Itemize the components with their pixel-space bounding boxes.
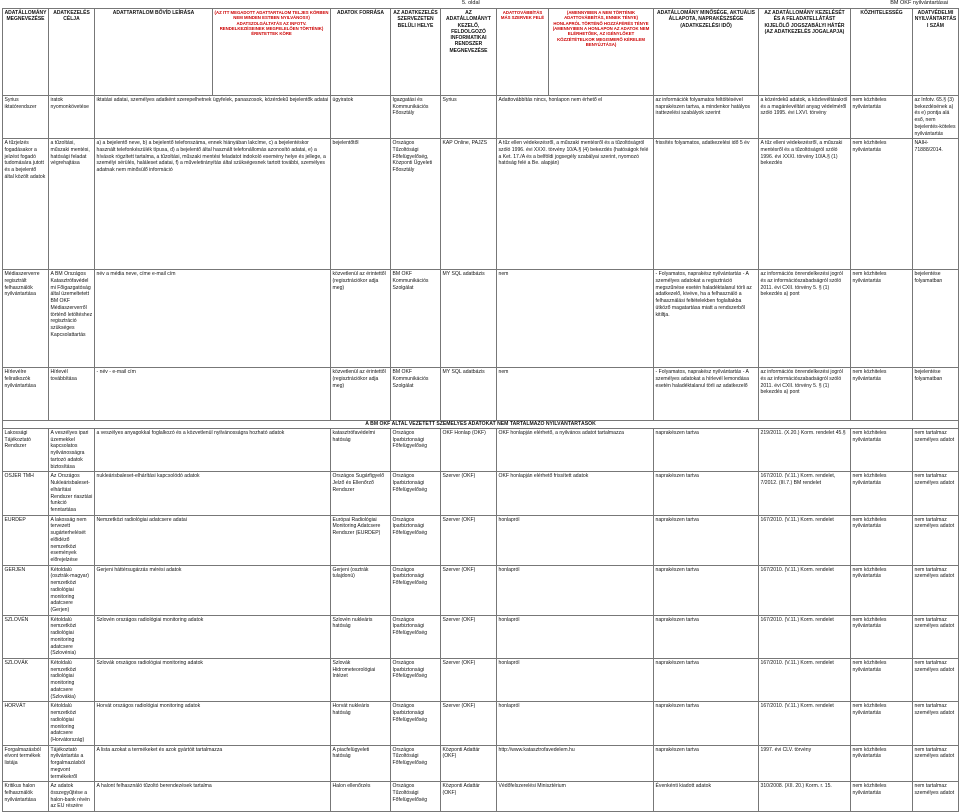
cell-transfer: nem — [497, 368, 654, 421]
cell-system: OKF Honlap (OKF) — [441, 429, 497, 472]
cell-authenticity: nem közhiteles nyilvántartás — [851, 472, 913, 515]
cell-purpose: Kétoldalú nemzetközi radiológiai monitoring adatcsere (Szlovákia) — [49, 659, 95, 702]
cell-purpose: Kétoldalú nemzetközi radiológiai monitoring adatcsere (Horvátország) — [49, 702, 95, 745]
cell-quality: - Folyamatos, naprakész nyilvántartás - A személyes adatokat a hírlevél lemondása esetén haladéktalanul törli az adatkezelő — [654, 368, 759, 421]
cell-quality: az információk folyamatos feltöltésével naprakészen tartva, a mindenkor hatályos irattezelési szabályok szerint — [654, 96, 759, 139]
cell-dataset-name: Syrius iktatórendszer — [3, 96, 49, 139]
table-row — [3, 270, 959, 368]
cell-dataset-name: SZLOVÁK — [3, 659, 49, 702]
col-legal-basis: AZ ADATÁLLOMÁNY KEZELÉSÉT ÉS A FELADATELLÁTÁST KIJELÖLŐ JOGSZABÁLYI HÁTÉR (AZ ADATKEZELÉS JOGALAPJA) — [759, 9, 851, 96]
cell-quality: naprakészen tartva — [654, 702, 759, 745]
table-row — [3, 429, 959, 472]
cell-system: Szerver (OKF) — [441, 472, 497, 515]
cell-transfer: honlapról — [497, 615, 654, 658]
cell-dataset-name: Hírlevélre feliratkozók nyilvántartása — [3, 368, 49, 421]
cell-system: MY SQL adatbázis — [441, 270, 497, 368]
cell-system: Központi Adattár (OKF) — [441, 782, 497, 812]
cell-authenticity: nem közhiteles nyilvántartás — [851, 702, 913, 745]
cell-source: Halon ellenőrzés — [331, 782, 391, 812]
col-unit: AZ ADATKEZELÉS SZERVEZETEN BELÜLI HELYE — [391, 9, 441, 96]
cell-authenticity: nem közhiteles nyilvántartás — [851, 270, 913, 368]
table-row — [3, 368, 959, 421]
cell-source: katasztrófavédelmi hatóság — [331, 429, 391, 472]
cell-registration-no: nem tartalmaz személyes adatot — [913, 615, 959, 658]
cell-purpose: Tájékoztató nyilvántartás a forgalmazásból megvont termékekről — [49, 745, 95, 782]
cell-legal-basis: 167/2010. (V.11.) Korm. rendelet — [759, 565, 851, 615]
cell-source: közvetlenül az érintettől (regisztrációkor adja meg) — [331, 270, 391, 368]
cell-system: Szerver (OKF) — [441, 615, 497, 658]
cell-transfer: honlapról — [497, 565, 654, 615]
cell-legal-basis: 167/2010. (V.11.) Korm. rendelet — [759, 659, 851, 702]
cell-registration-no: nem tartalmaz személyes adatot — [913, 429, 959, 472]
col-quality: ADATÁLLOMÁNY MINŐSÉGE, AKTUÁLIS ÁLLAPOTA, NAPRAKÉSZSÉGE (ADATKEZELÉSI IDŐ) — [654, 9, 759, 96]
cell-transfer: honlapról — [497, 515, 654, 565]
banner-section — [3, 421, 959, 429]
col-purpose: ADATKEZELÉS CÉLJA — [49, 9, 95, 96]
cell-legal-basis: 219/2011. (X.20.) Korm. rendelet 45.§ — [759, 429, 851, 472]
cell-registration-no: bejelentése folyamatban — [913, 368, 959, 421]
cell-source: bejelentőtől — [331, 139, 391, 270]
cell-transfer: Védőfelszerelési Minisztérium — [497, 782, 654, 812]
col-dataset-name: ADATÁLLOMÁNY MEGNEVEZÉSE — [3, 9, 49, 96]
cell-legal-basis: 167/2010. (V.11.) Korm. rendelet — [759, 615, 851, 658]
cell-purpose: iratok nyomonkövetése — [49, 96, 95, 139]
table-row — [3, 745, 959, 782]
col-content: ADATTARTALOM BŐVÍD LEÍRÁSA — [95, 9, 213, 96]
cell-unit: Országos Tűzoltósági Főfelügyelőség — [391, 745, 441, 782]
cell-legal-basis: 167/2010. (V.11.) Korm. rendelet — [759, 515, 851, 565]
page-header — [0, 0, 960, 8]
cell-content: nukleárisbaleset-elhárítási kapcsolódó adatok — [95, 472, 331, 515]
cell-system: Szerver (OKF) — [441, 659, 497, 702]
cell-quality: naprakészen tartva — [654, 659, 759, 702]
non-personal-data-rows — [3, 429, 959, 812]
cell-quality: naprakészen tartva — [654, 565, 759, 615]
cell-content: Horvát országos radiológiai monitoring adatok — [95, 702, 331, 745]
cell-dataset-name: Médiaszerverre regisztrált felhasználók nyilvántartása — [3, 270, 49, 368]
cell-unit: Országos Iparbiztonsági Főfelügyelőség — [391, 515, 441, 565]
cell-registration-no: nem tartalmaz személyes adatot — [913, 659, 959, 702]
cell-authenticity: nem közhiteles nyilvántartás — [851, 96, 913, 139]
cell-source: Gerjeni (osztrák tulajdonú) — [331, 565, 391, 615]
cell-authenticity: nem közhiteles nyilvántartás — [851, 515, 913, 565]
cell-content: Nemzetközi radiológiai adatcsere adatai — [95, 515, 331, 565]
cell-quality: naprakészen tartva — [654, 745, 759, 782]
cell-dataset-name: GERJEN — [3, 565, 49, 615]
cell-source: Szlovén nukleáris hatóság — [331, 615, 391, 658]
cell-transfer: A tűz ellen védekezésről, a műszaki mentésről és a tűzoltóságról szóló 1996. évi XXXI. törvény 10/A.§ (4) bekezdés (hatóságok felé a Ket. 17./A és a belföldi jogsegély szabályai szerint, nyomozó hatóság felé a Be. alapján) — [497, 139, 654, 270]
cell-authenticity: nem közhiteles nyilvántartás — [851, 659, 913, 702]
cell-source: A piacfelügyeleti hatóság — [331, 745, 391, 782]
cell-authenticity: nem közhiteles nyilvántartás — [851, 429, 913, 472]
cell-registration-no: nem tartalmaz személyes adatot — [913, 782, 959, 812]
cell-purpose: Kétoldalú nemzetközi radiológiai monitoring adatcsere (Szlovénia) — [49, 615, 95, 658]
table-row — [3, 702, 959, 745]
cell-unit: BM OKF Kommunikációs Szolgálat — [391, 368, 441, 421]
cell-dataset-name: SZLOVÉN — [3, 615, 49, 658]
cell-content: név a média neve, címe e-mail cím — [95, 270, 331, 368]
table-row — [3, 139, 959, 270]
table-row — [3, 659, 959, 702]
table-row — [3, 782, 959, 812]
cell-registration-no: nem tartalmaz személyes adatot — [913, 565, 959, 615]
cell-registration-no: nem tartalmaz személyes adatot — [913, 745, 959, 782]
cell-system: Syrius — [441, 96, 497, 139]
cell-authenticity: nem közhiteles nyilvántartás — [851, 615, 913, 658]
cell-content: - név - e-mail cím — [95, 368, 331, 421]
cell-unit: Országos Iparbiztonsági Főfelügyelőség — [391, 615, 441, 658]
cell-dataset-name: A tűzjelzés fogadásakor a jelzést fogadó tudomására jutott és a bejelentő által közölt adatok — [3, 139, 49, 270]
cell-purpose: A lakosság nem tervezett sugárterhelését előidéző nemzetközi események előrejelzése — [49, 515, 95, 565]
cell-unit: Országos Iparbiztonsági Főfelügyelőség — [391, 429, 441, 472]
col-transfer-note: (AMENNYIBEN A NEM TÖRTÉNIK ADATTOVÁBBÍTÁS, ENNEK TÉNYE) HONLAPRÓL TÖRTÉNŐ HOZZÁFÉRÉS TÉNYE (AMENNYIBEN A HONLAPON AZ ADATOK NEM ELÉRHETŐEK, AZ IGÉNYLŐKET KÖZZÉTÉTELKOR MEGISMERŐ KÉRELEM BENYÚJTÁSA) — [549, 9, 654, 96]
cell-legal-basis: az információs önrendelkezési jogról és az információszabadságról szóló 2011. évi CXII. törvény 5. § (1) bekezdés a) pont — [759, 270, 851, 368]
section-banner: A BM OKF ÁLTAL VEZETETT SZEMÉLYES ADATOKAT NEM TARTALMAZÓ NYILVÁNTARTÁSOK — [3, 421, 959, 429]
cell-legal-basis: A tűz elleni védekezésről, a műszaki mentésről és a tűzoltóságról szóló 1996. évi XXXI. törvény 10/A.§ (1) bekezdés — [759, 139, 851, 270]
cell-quality: naprakészen tartva — [654, 515, 759, 565]
table-row — [3, 472, 959, 515]
cell-transfer: Adattovábbítás nincs, honlapon nem érhető el — [497, 96, 654, 139]
cell-source: ügyiratok — [331, 96, 391, 139]
cell-legal-basis: a közérdekű adatok, a közlevéltárakról és a magánlevéltári anyag védelméről szóló 1995. évi LXVI. törvény — [759, 96, 851, 139]
cell-quality: naprakészen tartva — [654, 615, 759, 658]
cell-unit: Országos Tűzoltósági Főfelügyelőség, Központi Ügyeleti Főosztály — [391, 139, 441, 270]
cell-purpose: A veszélyes ipari üzemekkel kapcsolatos nyilvánosságra tartozó adatok biztosítása — [49, 429, 95, 472]
cell-content: A lista azokat a termékeket és azok gyártóit tartalmazza — [95, 745, 331, 782]
cell-dataset-name: Lakossági Tájékoztató Rendszer — [3, 429, 49, 472]
cell-source: Szlovák Hidrometeorológiai Intézet — [331, 659, 391, 702]
cell-content: A halont felhasználó tűzoltó berendezések tartalma — [95, 782, 331, 812]
cell-unit: Országos Tűzoltósági Főfelügyelőség — [391, 782, 441, 812]
cell-transfer: nem — [497, 270, 654, 368]
cell-unit: Országos Iparbiztonsági Főfelügyelőség — [391, 565, 441, 615]
cell-source: Országos Sugárfigyelő Jelző és Ellenőrző Rendszer — [331, 472, 391, 515]
cell-purpose: A BM Országos Katasztrófavédelmi Főigazgatóság által üzemeltetett BM OKF Médiaszerverről történő letöltéshez regisztráció szükséges Kapcsolattartás — [49, 270, 95, 368]
col-system: AZ ADATÁLLOMÁNYT KEZELŐ, FELDOLGOZÓ INFORMATIKAI RENDSZER MEGNEVEZÉSE — [441, 9, 497, 96]
cell-purpose: Az Országos Nukleárisbaleset-elhárítási Rendszer riasztási funkció fenntartása — [49, 472, 95, 515]
cell-system: Szerver (OKF) — [441, 702, 497, 745]
cell-system: Szerver (OKF) — [441, 515, 497, 565]
document-owner: BM OKF nyilvántartásai — [890, 0, 948, 6]
cell-unit: Országos Iparbiztonsági Főfelügyelőség — [391, 472, 441, 515]
cell-content: a veszélyes anyagokkal foglalkozó és a közvetlenül nyilvánosságra hozható adatok — [95, 429, 331, 472]
cell-registration-no: az Infotv. 65.§ (3) bekezdésének a) és e) pontja alá eső, nem bejelentés-köteles nyilvántartás — [913, 96, 959, 139]
col-transfer: ADATTOVÁBBÍTÁS MÁS SZERVEK FELÉ — [497, 9, 549, 96]
cell-content: Szlovén országos radiológiai monitoring adatok — [95, 615, 331, 658]
cell-system: Központi Adattár (OKF) — [441, 745, 497, 782]
col-content-note: (AZ ITT MEGADOTT ADATTARTALOM TELJES KÖRBEN NEM MINDEN ESTBEN NYILVÁNOS!!) ADATSZOLGÁLTATÁS AZ INFOTV. RENDELKEZÉSEINEK MEGFELELŐEN TÖRTÉNIK) ÉRINTETTEK KÖRE — [213, 9, 331, 96]
cell-legal-basis: 1997. évi CLV. törvény — [759, 745, 851, 782]
cell-authenticity: nem közhiteles nyilvántartás — [851, 782, 913, 812]
cell-source: közvetlenül az érintettől (regisztrációkor adja meg) — [331, 368, 391, 421]
cell-transfer: OKF honlapján elérhető frissített adatok — [497, 472, 654, 515]
cell-registration-no: NAIH-71888/2014. — [913, 139, 959, 270]
cell-unit: BM OKF Kommunikációs Szolgálat — [391, 270, 441, 368]
cell-content: iktatási adatai, személyes adatként szerepelhetnek ügyfelek, panaszosok, közérdekű bejelentők adatai — [95, 96, 331, 139]
cell-transfer: http://www.katasztrofavedelem.hu — [497, 745, 654, 782]
cell-dataset-name: OSJER TMH — [3, 472, 49, 515]
cell-system: MY SQL adatbázis — [441, 368, 497, 421]
cell-dataset-name: Forgalmazásból elvont termékek listája — [3, 745, 49, 782]
col-registration-no: ADATVÉDELMI NYILVÁNTARTÁSI SZÁM — [913, 9, 959, 96]
cell-quality: Évenkénti kiadott adatok — [654, 782, 759, 812]
col-authenticity: KÖZHITELESSÉG — [851, 9, 913, 96]
cell-authenticity: nem közhiteles nyilvántartás — [851, 745, 913, 782]
table-row — [3, 96, 959, 139]
cell-legal-basis: az információs önrendelkezési jogról és az információszabadságról szóló 2011. évi CXII. törvény 5. § (1) bekezdés a) pont — [759, 368, 851, 421]
cell-purpose: Az adatok összegyűjtése a halon-bank révén az EU részére — [49, 782, 95, 812]
cell-purpose: Kétoldalú (osztrák-magyar) nemzetközi radiológiai monitoring adatcsere (Gerjen) — [49, 565, 95, 615]
cell-system: KAP Online, PAJZS — [441, 139, 497, 270]
cell-unit: Országos Iparbiztonsági Főfelügyelőség — [391, 659, 441, 702]
cell-content: a) a bejelentő neve, b) a bejelentő telefonszáma, ennek hiányában lakcíme, c) a bejelentéskor használt telefonkészülék típusa, d) a bejelentő által használt telefonállomás azonosító adatai, e) a hívások rögzített tartalma, a tűzoltási, műszaki mentési feladatot indokoló esemény helye és jellege, a személyi sérülés, haláleset adatai, f) a műveletirányítás által szükségesnek tartott további, személyes adatnak nem minősülő információ — [95, 139, 331, 270]
cell-registration-no: nem tartalmaz személyes adatot — [913, 472, 959, 515]
cell-authenticity: nem közhiteles nyilvántartás — [851, 565, 913, 615]
cell-source: Horvát nukleáris hatóság — [331, 702, 391, 745]
header-row — [3, 9, 959, 96]
cell-transfer: honlapról — [497, 702, 654, 745]
section-banner-row — [3, 421, 959, 429]
cell-registration-no: nem tartalmaz személyes adatot — [913, 702, 959, 745]
cell-quality: naprakészen tartva — [654, 429, 759, 472]
cell-purpose: a tűzoltási, műszaki mentési, hatósági feladat végrehajtása — [49, 139, 95, 270]
cell-quality: naprakészen tartva — [654, 472, 759, 515]
registry-table — [2, 8, 959, 812]
table-row — [3, 565, 959, 615]
cell-purpose: Hírlevél továbbítása — [49, 368, 95, 421]
table-row — [3, 615, 959, 658]
cell-quality: - Folyamatos, naprakész nyilvántartás - A személyes adatokat a regisztráció megszűnése esetén haladéktalanul törli az adatkezelő, kivéve, ha a felhasználó a felhasználási feltételekben foglaltakba ütköző magatartása miatt a rendszerből kitiltja. — [654, 270, 759, 368]
col-source: ADATOK FORRÁSA — [331, 9, 391, 96]
cell-transfer: OKF honlapján elérhető, a nyilvános adatot tartalmazza — [497, 429, 654, 472]
cell-content: Szlovák országos radiológiai monitoring adatok — [95, 659, 331, 702]
cell-unit: Igazgatási és Kommunikációs Főosztály — [391, 96, 441, 139]
cell-registration-no: nem tartalmaz személyes adatot — [913, 515, 959, 565]
table-row — [3, 515, 959, 565]
cell-transfer: honlapról — [497, 659, 654, 702]
cell-dataset-name: Kritikus halon felhasználók nyilvántartása — [3, 782, 49, 812]
cell-authenticity: nem közhiteles nyilvántartás — [851, 139, 913, 270]
cell-system: Szerver (OKF) — [441, 565, 497, 615]
cell-source: Európai Radiológiai Monitoring Adatcsere Rendszer (EURDEP) — [331, 515, 391, 565]
cell-content: Gerjeni háttérsugárzás mérési adatok — [95, 565, 331, 615]
cell-legal-basis: 167/2010. (V.11.) Korm. rendelet — [759, 702, 851, 745]
cell-registration-no: bejelentése folyamatban — [913, 270, 959, 368]
cell-dataset-name: HORVÁT — [3, 702, 49, 745]
personal-data-rows — [3, 96, 959, 421]
page-number: 5. oldal — [462, 0, 480, 6]
cell-authenticity: nem közhiteles nyilvántartás — [851, 368, 913, 421]
cell-dataset-name: EURDEP — [3, 515, 49, 565]
cell-legal-basis: 310/2008. (XII. 20.) Korm. r. 15. — [759, 782, 851, 812]
cell-quality: frissítés folyamatos, adatkezelési idő 5 év — [654, 139, 759, 270]
cell-unit: Országos Iparbiztonsági Főfelügyelőség — [391, 702, 441, 745]
cell-legal-basis: 167/2010. (V.11.) Korm. rendelet, 7/2012. (III.7.) BM rendelet — [759, 472, 851, 515]
